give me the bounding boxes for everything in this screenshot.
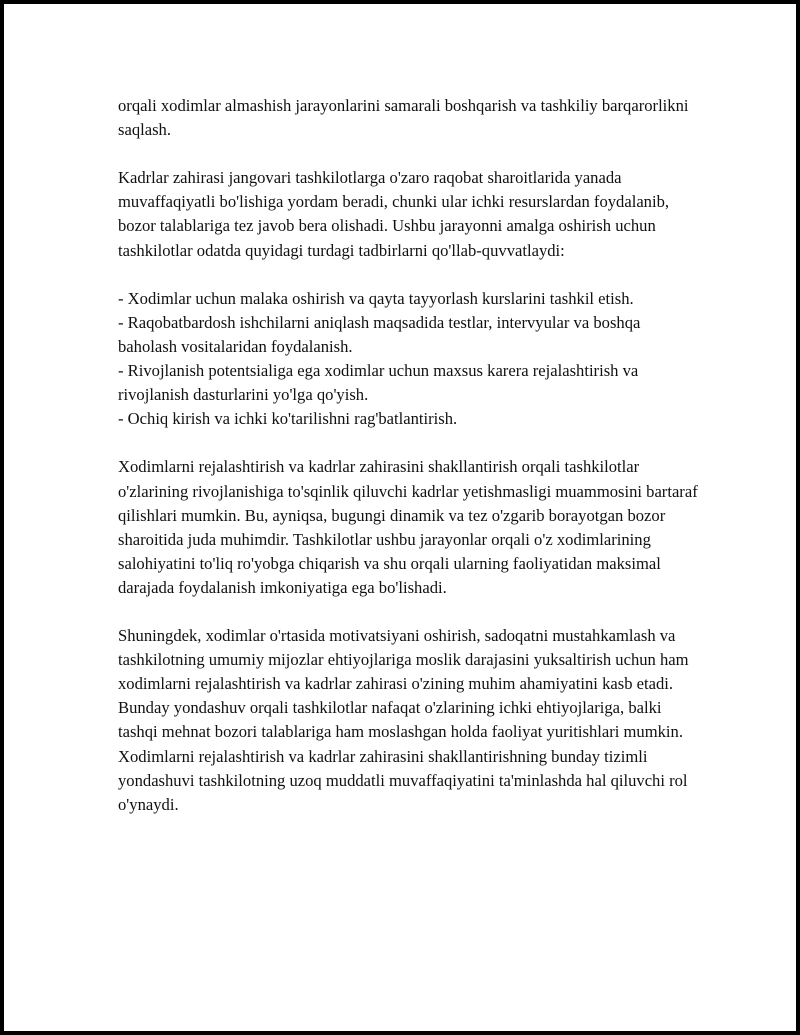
list-item: - Ochiq kirish va ichki ko'tarilishni rag'batlantirish. <box>118 409 458 429</box>
measures-list <box>118 287 698 432</box>
document-body <box>118 94 698 841</box>
planning-paragraph: Xodimlarni rejalashtirish va kadrlar zahirasini shakllantirish orqali tashkilotlar o'zlarining rivojlanishiga to'sqinlik qiluvchi kadrlar yetishmasligi muammosini bartaraf qilishlari mumkin. Bu, ayniqsa, bugungi dinamik va tez o'zgarib borayotgan bozor sharoitida juda muhimdir. Tashkilotlar ushbu jarayonlar orqali o'z xodimlarining salohiyatini to'liq ro'yobga chiqarish va shu orqali ularning faoliyatidan maksimal darajada foydalanish imkoniyatiga ega bo'lishadi. <box>118 457 698 597</box>
conclusion-paragraph: Shuningdek, xodimlar o'rtasida motivatsiyani oshirish, sadoqatni mustahkamlash va tashkilotning umumiy mijozlar ehtiyojlariga moslik darajasini yuksaltirish uchun ham xodimlarni rejalashtirish va kadrlar zahirasi o'zining muhim ahamiyatini kasb etadi. Bunday yondashuv orqali tashkilotlar nafaqat o'zlarining ichki ehtiyojlariga, balki tashqi mehnat bozori talablariga ham moslashgan holda faoliyat yuritishlari mumkin. Xodimlarni rejalashtirish va kadrlar zahirasini shakllantirishning bunday tizimli yondashuvi tashkilotning uzoq muddatli muvaffaqiyatini ta'minlashda hal qiluvchi rol o'ynaydi. <box>118 626 689 814</box>
list-item: - Raqobatbardosh ishchilarni aniqlash maqsadida testlar, intervyular va boshqa baholash vositalaridan foydalanish. <box>118 312 641 356</box>
list-item: - Xodimlar uchun malaka oshirish va qayta tayyorlash kurslarini tashkil etish. <box>118 288 634 308</box>
intro-continuation-paragraph: orqali xodimlar almashish jarayonlarini samarali boshqarish va tashkiliy barqarorlikni saqlash. <box>118 96 689 140</box>
list-item: - Rivojlanish potentsialiga ega xodimlar uchun maxsus karera rejalashtirish va rivojlanish dasturlarini yo'lga qo'yish. <box>118 361 639 405</box>
reserve-benefits-paragraph: Kadrlar zahirasi jangovari tashkilotlarga o'zaro raqobat sharoitlarida yanada muvaffaqiyatli bo'lishiga yordam beradi, chunki ular ichki resurslardan foydalanib, bozor talablariga tez javob bera olishadi. Ushbu jarayonni amalga oshirish uchun tashkilotlar odatda quyidagi turdagi tadbirlarni qo'llab-quvvatlaydi: <box>118 168 670 260</box>
